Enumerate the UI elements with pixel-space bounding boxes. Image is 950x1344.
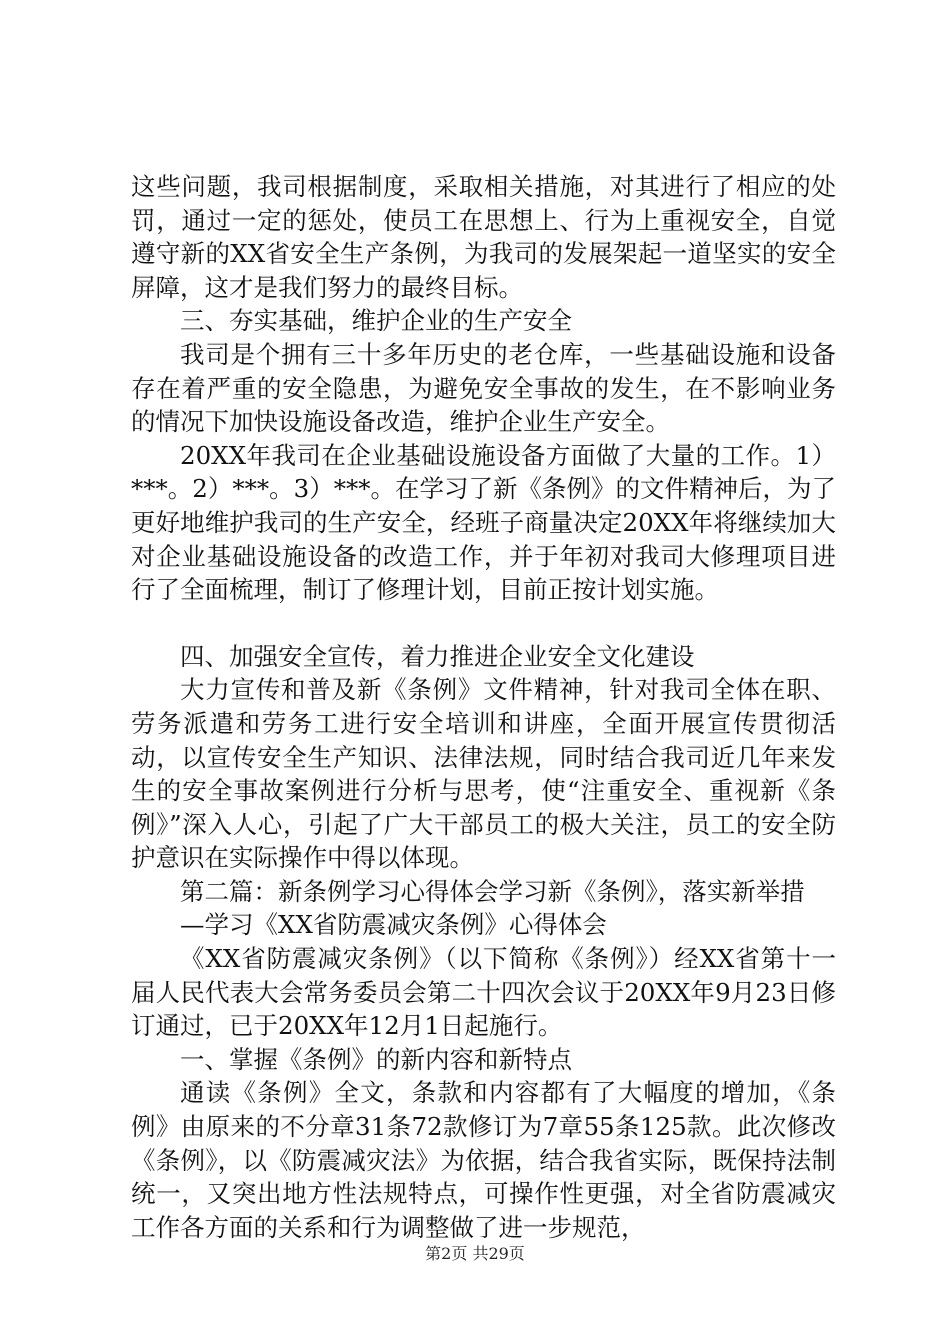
section-heading-1: 一、掌握《条例》的新内容和新特点 (180, 1044, 572, 1074)
paragraph-3: 我司是个拥有三十多年历史的老仓库，一些基础设施和设备存在着严重的安全隐患，为避免安全事故的发生，在不影响业务的情况下加快设施设备改造，维护企业生产安全。 (131, 339, 836, 437)
paragraph-9: 《XX省防震减灾条例》（以下简称《条例》）经XX省第十一届人民代表大会常务委员会第二十四次会议于20XX年9月23日修订通过，已于20XX年12月1日起施行。 (131, 944, 836, 1041)
paragraph-4: 20XX年我司在企业基础设施设备方面做了大量的工作。1）***。2）***。3）***。在学习了新《条例》的文件精神后，为了更好地维护我司的生产安全，经班子商量决定20XX年将继续加大对企业基础设施设备的改造工作，并于年初对我司大修理项目进行了全面梳理，制订了修理计划，目前正按计划实施。 (131, 440, 836, 605)
chapter-subtitle: —学习《XX省防震减灾条例》心得体会 (180, 910, 607, 940)
paragraph-11: 通读《条例》全文，条款和内容都有了大幅度的增加，《条例》由原来的不分章31条72款修订为7章55条125款。此次修改《条例》，以《防震减灾法》为依据，结合我省实际，既保持法制统一，又突出地方性法规特点，可操作性更强，对全省防震减灾工作各方面的关系和行为调整做了进一步规范， (131, 1078, 836, 1242)
chapter-heading-2: 第二篇：新条例学习心得体会学习新《条例》，落实新举措 (180, 876, 805, 906)
paragraph-1: 这些问题，我司根据制度，采取相关措施，对其进行了相应的处罚，通过一定的惩处，使员工在思想上、行为上重视安全，自觉遵守新的XX省安全生产条例，为我司的发展架起一道坚实的安全屏障，这才是我们努力的最终目标。 (131, 172, 836, 302)
section-heading-4: 四、加强安全宣传，着力推进企业安全文化建设 (180, 641, 695, 671)
document-body (131, 170, 836, 1244)
page-footer: 第2页 共29页 (425, 1244, 525, 1263)
paragraph-6: 大力宣传和普及新《条例》文件精神，针对我司全体在职、劳务派遣和劳务工进行安全培训和讲座，全面开展宣传贯彻活动，以宣传安全生产知识、法律法规，同时结合我司近几年来发生的安全事故案例进行分析与思考，使“注重安全、重视新《条例》”深入人心，引起了广大干部员工的极大关注，员工的安全防护意识在实际操作中得以体现。 (131, 675, 836, 873)
section-heading-3: 三、夯实基础，维护企业的生产安全 (180, 306, 572, 336)
